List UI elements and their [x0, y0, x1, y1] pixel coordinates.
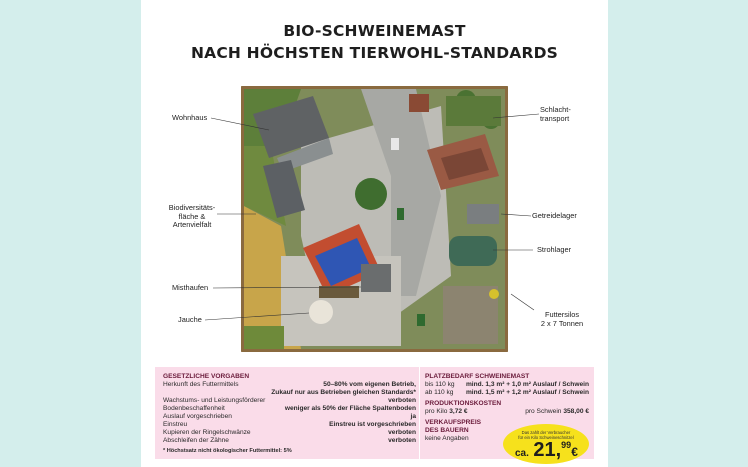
kosten-kilo-value: 3,72 €	[449, 408, 468, 415]
platz-row-label: bis 110 kg	[425, 381, 455, 388]
row-value: weniger als 50% der Fläche Spaltenboden	[284, 405, 416, 412]
label-biodiversitaet	[167, 204, 217, 230]
kosten-kilo	[425, 408, 468, 415]
consumer-price-badge	[503, 424, 589, 464]
row-value: verboten	[388, 429, 416, 436]
badge-cents: 99	[561, 440, 572, 450]
verkaufspreis-heading-1: VERKAUFSPREIS	[425, 419, 482, 426]
row-value: Zukauf nur aus Betrieben gleichen Standards*	[271, 389, 416, 396]
row-label: Wachstums- und Leistungsförderer	[163, 397, 266, 404]
badge-price	[515, 439, 585, 462]
row-label: Auslauf vorgeschrieben	[163, 413, 232, 420]
label-strohlager: Strohlager	[537, 245, 572, 254]
label-schlacht-line1: Schlacht-	[540, 105, 571, 114]
row-value: verboten	[388, 437, 416, 444]
row-value: verboten	[388, 397, 416, 404]
row-label: Kupieren der Ringelschwänze	[163, 429, 251, 436]
row-value: Einstreu ist vorgeschrieben	[329, 421, 416, 428]
row-value: ja	[410, 413, 416, 420]
label-schlacht-line2: transport	[540, 113, 570, 123]
badge-euros: 21,	[533, 439, 562, 461]
label-biodiversitaet-line1: Biodiversitäts-	[168, 203, 216, 212]
label-biodiversitaet-line2: fläche &	[178, 211, 206, 221]
label-futtersilos	[536, 311, 588, 328]
row-value: 50–80% vom eigenen Betrieb,	[323, 381, 416, 388]
title-line-1: BIO-SCHWEINEMAST	[283, 22, 466, 40]
panel-divider	[419, 367, 420, 459]
platz-row-value: mind. 1,3 m² + 1,0 m² Auslauf / Schwein	[465, 381, 589, 388]
label-biodiversitaet-line3: Artenvielfalt	[172, 220, 212, 230]
row-label: Abschleifen der Zähne	[163, 437, 229, 444]
row-label: Bodenbeschaffenheit	[163, 405, 225, 412]
badge-ca: ca.	[515, 448, 529, 459]
title-line-2: NACH HÖCHSTEN TIERWOHL-STANDARDS	[190, 44, 559, 62]
label-getreidelager: Getreidelager	[532, 211, 577, 220]
infographic-page	[141, 0, 608, 467]
kosten-schwein	[525, 408, 589, 415]
produktionskosten-heading: PRODUKTIONSKOSTEN	[425, 400, 502, 407]
label-futtersilos-line2: 2 x 7 Tonnen	[540, 318, 584, 328]
badge-line1: Das zahlt der Verbraucher	[521, 430, 571, 435]
platz-row-value: mind. 1,5 m² + 1,2 m² Auslauf / Schwein	[465, 389, 589, 396]
label-schlachttransport	[540, 106, 571, 123]
platzbedarf-heading: PLATZBEDARF SCHWEINEMAST	[425, 373, 530, 380]
gesetzliche-vorgaben-heading: GESETZLICHE VORGABEN	[163, 373, 250, 380]
label-jauche: Jauche	[178, 315, 202, 324]
badge-line2: für ein Kilo Schweineschnitzel	[518, 435, 574, 440]
label-futtersilos-line1: Futtersilos	[544, 310, 580, 319]
platz-row-label: ab 110 kg	[425, 389, 454, 396]
info-panel	[155, 367, 594, 459]
row-label: Einstreu	[163, 421, 188, 428]
kosten-schwein-label: pro Schwein	[525, 408, 562, 415]
verkaufspreis-value: keine Angaben	[425, 435, 469, 442]
kosten-kilo-label: pro Kilo	[425, 408, 448, 415]
badge-currency: €	[571, 445, 578, 459]
footnote: * Höchstsatz nicht ökologischer Futtermittel: 5%	[163, 448, 292, 454]
kosten-schwein-value: 358,00 €	[563, 408, 589, 415]
row-label: Herkunft des Futtermittels	[163, 381, 239, 388]
label-wohnhaus: Wohnhaus	[172, 113, 208, 122]
verkaufspreis-heading-2: DES BAUERN	[425, 427, 469, 434]
label-misthaufen: Misthaufen	[172, 283, 209, 292]
